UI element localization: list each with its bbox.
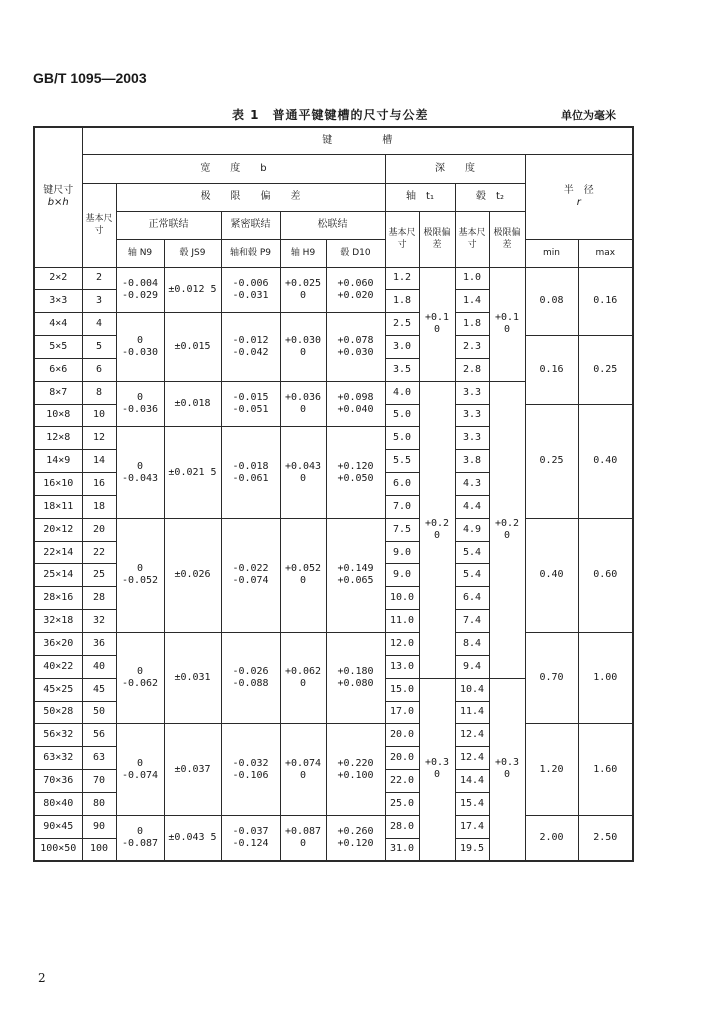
h9-tolerance-cell-line: 0 [299,404,307,416]
t2-basic-cell: 7.4 [455,610,489,633]
p9-tolerance-cell [221,815,280,861]
t1-basic-cell: 4.0 [385,381,419,404]
basic-width-cell: 40 [82,655,116,678]
p9-tolerance-cell-line: -0.051 [232,404,269,416]
h9-tolerance-cell-line: 0 [299,472,307,484]
d10-tolerance-cell-line: +0.120 [337,460,374,472]
key-size-cell: 3×3 [34,290,82,313]
radius-max-cell: 1.60 [578,724,633,815]
n9-tolerance-cell-line: 0 [136,334,144,346]
radius-max-header: max [578,239,633,267]
p9-tolerance-cell [221,313,280,382]
p9-tolerance-cell [221,381,280,427]
standard-number: GB/T 1095—2003 [33,70,147,86]
basic-width-cell: 5 [82,336,116,359]
t1-basic-cell: 17.0 [385,701,419,724]
t2-basic-cell: 12.4 [455,724,489,747]
tight-fit-header: 紧密联结 [221,211,280,239]
t1-basic-cell: 31.0 [385,838,419,861]
n9-tolerance-cell-line: -0.087 [121,837,159,849]
table-body [34,267,633,861]
p9-tolerance-cell-line: -0.042 [232,346,269,358]
basic-width-cell: 18 [82,495,116,518]
key-size-cell: 100×50 [34,838,82,861]
key-size-cell: 2×2 [34,267,82,290]
hub-d10-header: 毂 D10 [326,239,385,267]
h9-tolerance-cell-line: 0 [299,837,307,849]
n9-tolerance-cell-line: -0.052 [121,575,159,587]
d10-tolerance-cell-line: +0.030 [337,346,374,358]
t1-basic-cell: 2.5 [385,313,419,336]
basic-width-cell: 63 [82,747,116,770]
n9-tolerance-cell [116,381,164,427]
n9-tolerance-cell [116,313,164,382]
p9-tolerance-cell [221,633,280,724]
radius-min-header: min [525,239,578,267]
t2-deviation-cell-line: 0 [503,324,511,336]
table-row [34,633,633,656]
key-size-cell: 50×28 [34,701,82,724]
n9-tolerance-cell-line: -0.004 [121,277,159,289]
h9-tolerance-cell [280,313,326,382]
t1-deviation-cell-line: +0.3 [424,757,450,769]
d10-tolerance-cell [326,427,385,518]
unit-note: 单位为毫米 [561,109,616,122]
key-size-cell: 63×32 [34,747,82,770]
radius-min-cell: 0.70 [525,633,578,724]
n9-tolerance-cell-line: -0.036 [121,404,159,416]
p9-tolerance-cell-line: -0.018 [232,460,269,472]
basic-width-cell: 70 [82,770,116,793]
t1-basic-cell: 25.0 [385,792,419,815]
n9-tolerance-cell [116,267,164,313]
t2-basic-cell: 8.4 [455,633,489,656]
d10-tolerance-cell [326,518,385,632]
radius-max-cell: 2.50 [578,815,633,861]
t2-basic-cell: 4.9 [455,518,489,541]
d10-tolerance-cell-line: +0.020 [337,289,374,301]
d10-tolerance-cell-line: +0.050 [337,472,374,484]
key-size-cell: 4×4 [34,313,82,336]
t2-basic-cell: 14.4 [455,770,489,793]
t2-basic-cell: 4.4 [455,495,489,518]
n9-tolerance-cell [116,815,164,861]
radius-max-cell: 0.25 [578,336,633,405]
key-size-cell: 18×11 [34,495,82,518]
key-size-cell: 25×14 [34,564,82,587]
t1-basic-cell: 22.0 [385,770,419,793]
p9-tolerance-cell [221,518,280,632]
basic-width-cell: 12 [82,427,116,450]
n9-tolerance-cell-line: -0.074 [121,769,159,781]
p9-tolerance-cell-line: -0.032 [232,757,269,769]
p9-tolerance-cell-line: -0.006 [232,277,269,289]
key-size-cell: 12×8 [34,427,82,450]
t1-basic-cell: 3.5 [385,358,419,381]
p9-tolerance-cell-line: -0.015 [232,392,269,404]
radius-min-cell: 1.20 [525,724,578,815]
d10-tolerance-cell [326,815,385,861]
js9-tolerance-cell: ±0.026 [164,518,221,632]
t2-basic-cell: 19.5 [455,838,489,861]
radius-min-cell: 2.00 [525,815,578,861]
basic-width-cell: 100 [82,838,116,861]
p9-header: 轴和毂 P9 [221,239,280,267]
t1-basic-cell: 5.5 [385,450,419,473]
n9-tolerance-cell-line: -0.030 [121,346,159,358]
t1-basic-cell: 9.0 [385,541,419,564]
h9-tolerance-cell-line: 0 [299,769,307,781]
t2-basic-cell: 3.3 [455,427,489,450]
n9-tolerance-cell-line: 0 [136,666,144,678]
key-size-cell: 80×40 [34,792,82,815]
d10-tolerance-cell-line: +0.100 [337,769,374,781]
n9-tolerance-cell [116,518,164,632]
h9-tolerance-cell [280,427,326,518]
t2-basic-header: 基本尺寸 [455,211,489,267]
basic-width-cell: 28 [82,587,116,610]
hub-t2-header: 毂 t₂ [455,183,525,211]
t2-deviation-cell-line: 0 [503,529,511,541]
shaft-n9-header: 轴 N9 [116,239,164,267]
t1-basic-cell: 20.0 [385,724,419,747]
t1-basic-cell: 11.0 [385,610,419,633]
t1-basic-cell: 3.0 [385,336,419,359]
table-caption: 表 1 普通平键键槽的尺寸与公差 [232,108,429,122]
radius-max-cell: 0.60 [578,518,633,632]
t2-basic-cell: 6.4 [455,587,489,610]
p9-tolerance-cell-line: -0.088 [232,678,269,690]
h9-tolerance-cell [280,724,326,815]
key-size-cell: 22×14 [34,541,82,564]
n9-tolerance-cell-line: -0.043 [121,472,159,484]
radius-min-cell: 0.40 [525,518,578,632]
page-number: 2 [38,971,46,985]
t1-basic-cell: 12.0 [385,633,419,656]
t2-deviation-cell [489,381,525,678]
h9-tolerance-cell-line: +0.087 [284,825,322,837]
basic-width-cell: 25 [82,564,116,587]
key-size-cell: 56×32 [34,724,82,747]
t2-basic-cell: 5.4 [455,564,489,587]
d10-tolerance-cell-line: +0.098 [337,392,374,404]
basic-width-cell: 8 [82,381,116,404]
radius-min-cell: 0.08 [525,267,578,336]
n9-tolerance-cell-line: 0 [136,460,144,472]
t1-basic-cell: 7.5 [385,518,419,541]
basic-width-cell: 36 [82,633,116,656]
t1-basic-cell: 9.0 [385,564,419,587]
d10-tolerance-cell-line: +0.065 [337,575,374,587]
t1-basic-cell: 7.0 [385,495,419,518]
width-header: 宽 度 b [82,154,385,183]
h9-tolerance-cell-line: +0.043 [284,460,322,472]
t1-basic-cell: 5.0 [385,427,419,450]
basic-size-header: 基本尺寸 [82,183,116,267]
t1-basic-cell: 20.0 [385,747,419,770]
key-size-header: 键尺寸 b×h [34,127,82,267]
loose-fit-header: 松联结 [280,211,385,239]
depth-header: 深 度 [385,154,525,183]
h9-tolerance-cell-line: +0.030 [284,334,322,346]
table-row [34,267,633,290]
keyway-table [33,126,634,862]
key-size-cell: 10×8 [34,404,82,427]
d10-tolerance-cell-line: +0.060 [337,277,374,289]
h9-tolerance-cell-line: +0.062 [284,666,322,678]
table-row [34,518,633,541]
p9-tolerance-cell-line: -0.012 [232,334,269,346]
t1-basic-cell: 1.2 [385,267,419,290]
key-size-cell: 6×6 [34,358,82,381]
d10-tolerance-cell-line: +0.078 [337,334,374,346]
key-size-cell: 45×25 [34,678,82,701]
h9-tolerance-cell-line: +0.074 [284,757,322,769]
radius-max-cell: 1.00 [578,633,633,724]
n9-tolerance-cell-line: 0 [136,563,144,575]
d10-tolerance-cell-line: +0.220 [337,757,374,769]
d10-tolerance-cell-line: +0.149 [337,563,374,575]
h9-tolerance-cell-line: 0 [299,289,307,301]
n9-tolerance-cell-line: -0.062 [121,678,159,690]
t1-deviation-cell [419,678,455,861]
p9-tolerance-cell-line: -0.022 [232,563,269,575]
key-size-cell: 90×45 [34,815,82,838]
h9-tolerance-cell-line: +0.025 [284,277,322,289]
p9-tolerance-cell-line: -0.061 [232,472,269,484]
t1-basic-cell: 28.0 [385,815,419,838]
t2-basic-cell: 2.8 [455,358,489,381]
t1-basic-cell: 13.0 [385,655,419,678]
h9-tolerance-cell-line: +0.036 [284,392,322,404]
shaft-t1-header: 轴 t₁ [385,183,455,211]
key-size-cell: 32×18 [34,610,82,633]
h9-tolerance-cell [280,633,326,724]
t1-basic-cell: 10.0 [385,587,419,610]
d10-tolerance-cell [326,313,385,382]
d10-tolerance-cell-line: +0.120 [337,837,374,849]
h9-tolerance-cell [280,267,326,313]
h9-tolerance-cell-line: +0.052 [284,563,322,575]
t2-deviation-cell [489,267,525,381]
js9-tolerance-cell: ±0.018 [164,381,221,427]
basic-width-cell: 32 [82,610,116,633]
t2-dev-header: 极限偏差 [489,211,525,267]
t1-deviation-cell-line: +0.2 [424,517,450,529]
t2-basic-cell: 3.3 [455,381,489,404]
d10-tolerance-cell-line: +0.080 [337,678,374,690]
d10-tolerance-cell-line: +0.260 [337,825,374,837]
basic-width-cell: 22 [82,541,116,564]
d10-tolerance-cell [326,633,385,724]
js9-tolerance-cell: ±0.012 5 [164,267,221,313]
d10-tolerance-cell [326,267,385,313]
basic-width-cell: 4 [82,313,116,336]
t1-basic-cell: 1.8 [385,290,419,313]
d10-tolerance-cell-line: +0.180 [337,666,374,678]
t1-deviation-cell-line: 0 [433,769,441,781]
h9-tolerance-cell-line: 0 [299,678,307,690]
hub-js9-header: 毂 JS9 [164,239,221,267]
basic-width-cell: 90 [82,815,116,838]
t2-basic-cell: 9.4 [455,655,489,678]
t1-deviation-cell-line: +0.1 [424,312,450,324]
h9-tolerance-cell-line: 0 [299,575,307,587]
normal-fit-header: 正常联结 [116,211,221,239]
key-size-cell: 14×9 [34,450,82,473]
basic-width-cell: 6 [82,358,116,381]
t1-deviation-cell [419,267,455,381]
limit-deviation-header: 极 限 偏 差 [116,183,385,211]
n9-tolerance-cell-line: 0 [136,392,144,404]
key-size-cell: 5×5 [34,336,82,359]
t2-basic-cell: 10.4 [455,678,489,701]
key-size-cell: 70×36 [34,770,82,793]
p9-tolerance-cell-line: -0.124 [232,837,269,849]
t2-deviation-cell-line: +0.1 [494,312,520,324]
p9-tolerance-cell-line: -0.074 [232,575,269,587]
h9-tolerance-cell-line: 0 [299,346,307,358]
radius-header: 半 径 r [525,154,633,239]
table-row [34,724,633,747]
basic-width-cell: 56 [82,724,116,747]
radius-min-cell: 0.16 [525,336,578,405]
d10-tolerance-cell [326,724,385,815]
t1-basic-header: 基本尺寸 [385,211,419,267]
t2-basic-cell: 17.4 [455,815,489,838]
table-row [34,815,633,838]
p9-tolerance-cell [221,724,280,815]
p9-tolerance-cell-line: -0.106 [232,769,269,781]
basic-width-cell: 2 [82,267,116,290]
js9-tolerance-cell: ±0.037 [164,724,221,815]
keyway-header: 键 槽 [82,127,633,154]
basic-width-cell: 16 [82,473,116,496]
n9-tolerance-cell-line: 0 [136,825,144,837]
d10-tolerance-cell-line: +0.040 [337,404,374,416]
key-size-cell: 20×12 [34,518,82,541]
radius-max-cell: 0.16 [578,267,633,336]
js9-tolerance-cell: ±0.021 5 [164,427,221,518]
key-size-cell: 28×16 [34,587,82,610]
p9-tolerance-cell-line: -0.037 [232,825,269,837]
t2-basic-cell: 15.4 [455,792,489,815]
t2-deviation-cell [489,678,525,861]
js9-tolerance-cell: ±0.015 [164,313,221,382]
t2-basic-cell: 5.4 [455,541,489,564]
radius-min-cell: 0.25 [525,404,578,518]
p9-tolerance-cell-line: -0.031 [232,289,269,301]
t2-basic-cell: 1.0 [455,267,489,290]
t2-deviation-cell-line: +0.2 [494,517,520,529]
t2-deviation-cell-line: 0 [503,769,511,781]
radius-max-cell: 0.40 [578,404,633,518]
basic-width-cell: 3 [82,290,116,313]
h9-tolerance-cell [280,815,326,861]
h9-tolerance-cell [280,518,326,632]
p9-tolerance-cell-line: -0.026 [232,666,269,678]
p9-tolerance-cell [221,267,280,313]
n9-tolerance-cell-line: 0 [136,757,144,769]
basic-width-cell: 14 [82,450,116,473]
n9-tolerance-cell [116,724,164,815]
t2-basic-cell: 12.4 [455,747,489,770]
js9-tolerance-cell: ±0.031 [164,633,221,724]
t2-basic-cell: 2.3 [455,336,489,359]
key-size-cell: 36×20 [34,633,82,656]
h9-tolerance-cell [280,381,326,427]
t2-basic-cell: 11.4 [455,701,489,724]
basic-width-cell: 80 [82,792,116,815]
t2-basic-cell: 3.3 [455,404,489,427]
n9-tolerance-cell-line: -0.029 [121,289,159,301]
t2-basic-cell: 4.3 [455,473,489,496]
basic-width-cell: 45 [82,678,116,701]
shaft-h9-header: 轴 H9 [280,239,326,267]
key-size-cell: 16×10 [34,473,82,496]
t1-basic-cell: 5.0 [385,404,419,427]
basic-width-cell: 10 [82,404,116,427]
basic-width-cell: 20 [82,518,116,541]
key-size-cell: 40×22 [34,655,82,678]
t2-deviation-cell-line: +0.3 [494,757,520,769]
js9-tolerance-cell: ±0.043 5 [164,815,221,861]
t1-basic-cell: 15.0 [385,678,419,701]
t2-basic-cell: 1.8 [455,313,489,336]
n9-tolerance-cell [116,427,164,518]
t2-basic-cell: 1.4 [455,290,489,313]
t1-deviation-cell-line: 0 [433,324,441,336]
d10-tolerance-cell [326,381,385,427]
t1-deviation-cell-line: 0 [433,529,441,541]
t1-dev-header: 极限偏差 [419,211,455,267]
key-size-cell: 8×7 [34,381,82,404]
basic-width-cell: 50 [82,701,116,724]
t1-basic-cell: 6.0 [385,473,419,496]
t2-basic-cell: 3.8 [455,450,489,473]
t1-deviation-cell [419,381,455,678]
p9-tolerance-cell [221,427,280,518]
n9-tolerance-cell [116,633,164,724]
